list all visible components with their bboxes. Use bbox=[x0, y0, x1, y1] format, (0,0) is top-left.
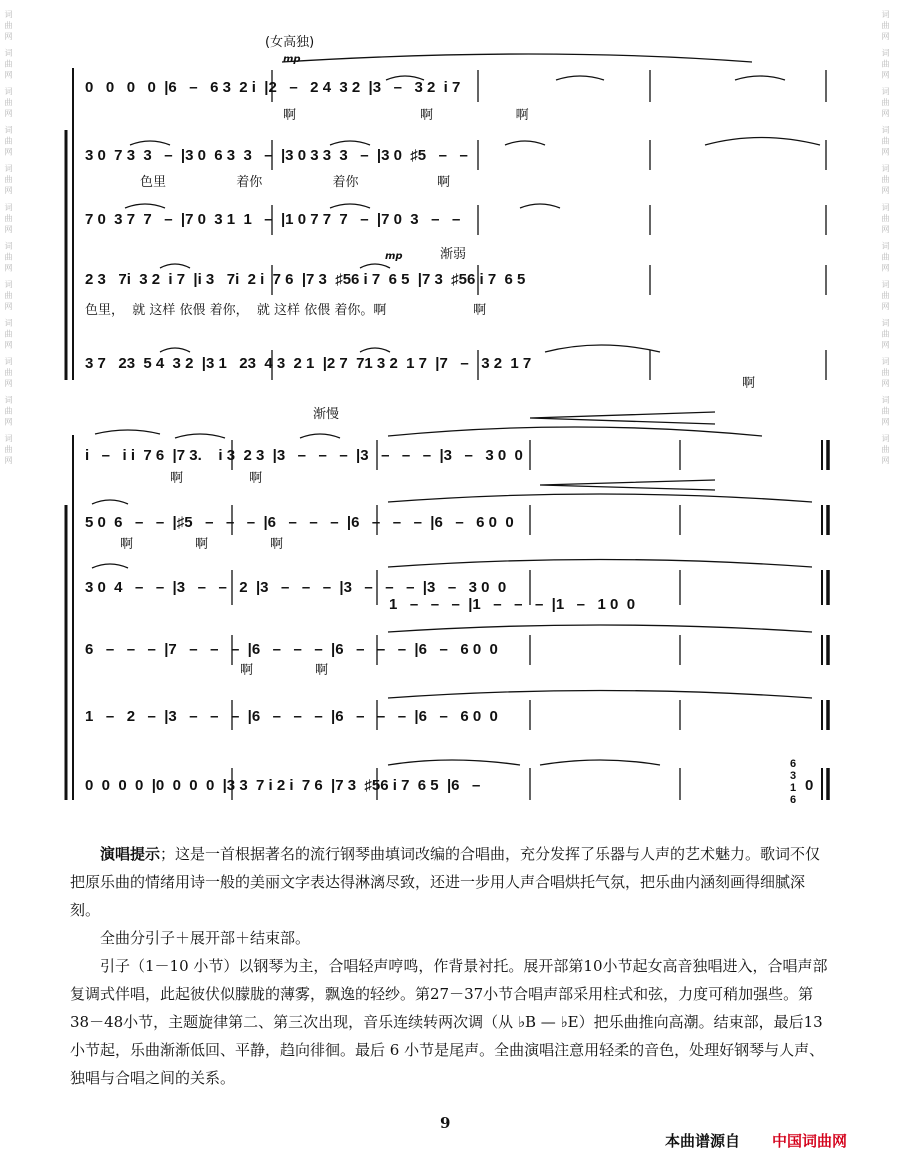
s2-choir3-notes: 6 – – – |7 – – – |6 – – – |6 – – – |6 – 6 0 0 bbox=[85, 641, 498, 658]
page-number: 9 bbox=[440, 1114, 451, 1132]
source-site-link[interactable]: 中国词曲网 bbox=[772, 1132, 848, 1150]
s1-choir4-lyrics: 啊 bbox=[742, 376, 756, 391]
s1-choir3-lyrics: 色里， 就 这样 依偎 着你， 就 这样 依偎 着你。啊 啊 bbox=[85, 303, 487, 318]
s2-solo-lyrics: 啊 啊 bbox=[170, 471, 263, 486]
s2-piano-chord: 6 3 1 6 bbox=[790, 758, 797, 806]
s1-choir2-notes: 7 0 3 7 7 – |7 0 3 1 1 – |1 0 7 7 7 – |7 0 3 – – bbox=[85, 211, 461, 228]
s2-solo-notes: i – i i 7 6 |7 3. i 3 2 3 |3 – – – |3 – – – |3 – 3 0 0 bbox=[85, 447, 523, 464]
solo-marking: (女高独) bbox=[265, 35, 315, 50]
notes-para2: 全曲分引子＋展开部＋结束部。 bbox=[100, 929, 311, 947]
s1-choir1-notes: 3 0 7 3 3 – |3 0 6 3 3 – |3 0 3 3 3 – |3 0 ♯5 – – bbox=[85, 147, 468, 164]
watermark-right: 词曲网 词曲网 词曲网 词曲网 词曲网 词曲网 词曲网 词曲网 词曲网 词曲网 词曲网 词曲网 bbox=[881, 10, 890, 467]
s1-solo-lyrics: 啊 啊 啊 bbox=[283, 108, 529, 123]
s1-choir3-notes: 2 3 7i 3 2 i 7 |i 3 7i 2 i 7 6 |7 3 ♯56 i 7 6 5 |7 3 ♯56 i 7 6 5 bbox=[85, 271, 526, 288]
s2-choir2-lower: 1 – – – |1 – – – |1 – 1 0 0 bbox=[389, 596, 636, 613]
rit-marking: 渐慢 bbox=[313, 407, 340, 422]
notes-heading: 演唱提示 bbox=[100, 845, 161, 863]
s1-solo-notes: 0 0 0 0 |6 – 6 3 2 i |2 – 2 4 3 2 |3 – 3 2 i 7 bbox=[85, 79, 461, 96]
s2-choir4-notes: 1 – 2 – |3 – – – |6 – – – |6 – – – |6 – 6 0 0 bbox=[85, 708, 498, 725]
s1-choir4-notes: 3 7 23 5 4 3 2 |3 1 23 4 3 2 1 |2 7 71 3 2 1 7 |7 – 3 2 1 7 bbox=[85, 355, 532, 372]
notes-paragraph-1 bbox=[70, 840, 832, 924]
source-prefix: 本曲谱源自 bbox=[665, 1132, 741, 1150]
s2-piano-notes: 0 0 0 0 |0 0 0 0 |3 3 7 i 2 i 7 6 |7 3 ♯56 i 7 6 5 |6 – bbox=[85, 777, 481, 794]
s2-choir3-lyrics: 啊 啊 bbox=[240, 663, 328, 678]
s1-choir1-lyrics: 色里 着你 着你 啊 bbox=[140, 175, 451, 190]
notes-para1: ；这是一首根据著名的流行钢琴曲填词改编的合唱曲，充分发挥了乐器与人声的艺术魅力。歌词不仅把原乐曲的情绪用诗一般的美丽文字表达得淋漓尽致，还进一步用人声合唱烘托气氛，把乐曲内涵刻画得细腻深刻。 bbox=[70, 845, 821, 919]
dynamic-mp: mp bbox=[283, 54, 301, 65]
s2-choir2-upper: 3 0 4 – – |3 – – 2 |3 – – – |3 – – – |3 – 3 0 0 bbox=[85, 579, 507, 596]
s2-piano-end: 0 bbox=[805, 777, 814, 794]
dynamic-mp-2: mp bbox=[385, 251, 403, 262]
s2-choir1-notes: 5 0 6 – – |♯5 – – – |6 – – – |6 – – – |6 – 6 0 0 bbox=[85, 514, 514, 531]
dim-marking: 渐弱 bbox=[440, 247, 467, 262]
s2-choir1-lyrics: 啊 啊 啊 bbox=[120, 537, 283, 552]
watermark-left: 词曲网 词曲网 词曲网 词曲网 词曲网 词曲网 词曲网 词曲网 词曲网 词曲网 词曲网 词曲网 bbox=[4, 10, 13, 467]
notes-para3: 引子（1－10 小节）以钢琴为主，合唱轻声哼鸣，作背景衬托。展开部第10小节起女高音独唱进入，合唱声部复调式伴唱，此起彼伏似朦胧的薄雾，飘逸的轻纱。第27－37小节合唱声部采用柱式和弦，力度可稍加强些。第38－48小节，主题旋律第二、第三次出现，音乐连续转两次调（从 ♭B — ♭E）把乐曲推向高潮。结束部，最后13小节起，乐曲渐渐低回、平静，趋向徘徊。最后 6 小节是尾声。全曲演唱注意用轻柔的音色，处理好钢琴与人声、独唱与合唱之间的关系。 bbox=[70, 957, 828, 1087]
